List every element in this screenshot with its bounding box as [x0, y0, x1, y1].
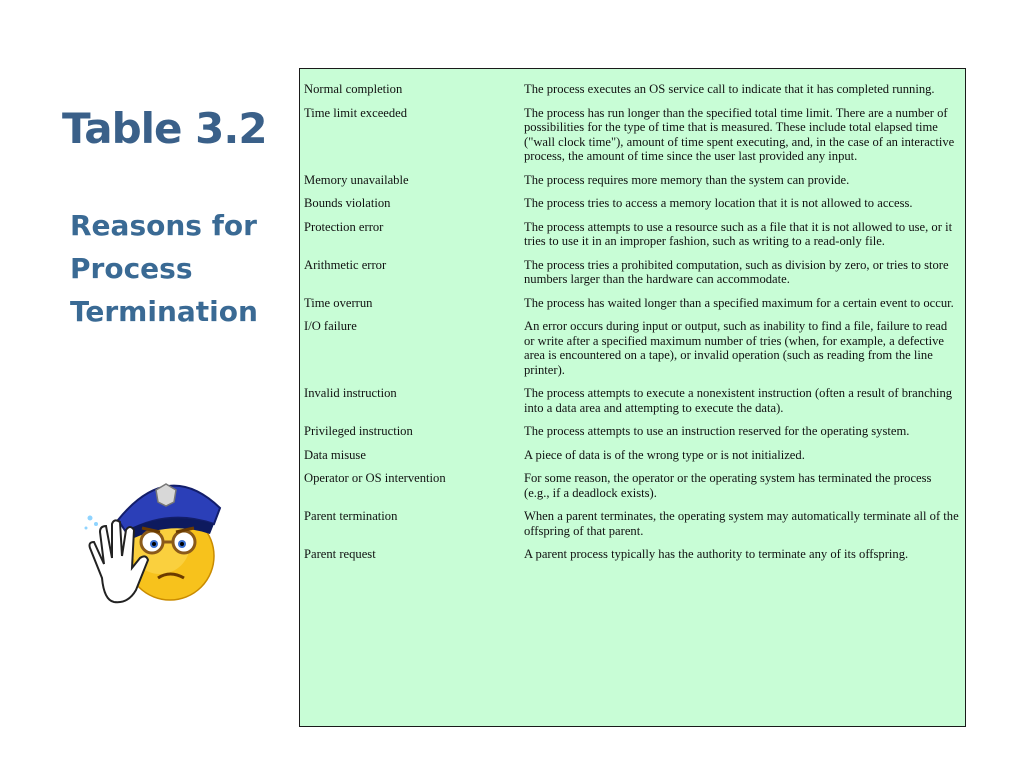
table-row — [304, 196, 961, 211]
termination-reasons-table — [299, 68, 966, 727]
description-cell: The process requires more memory than the system can provide. — [524, 172, 850, 187]
description-cell: When a parent terminates, the operating system may automatically terminate all of the offspring of that parent. — [524, 509, 959, 538]
table-row — [304, 296, 961, 311]
reason-cell: Time limit exceeded — [304, 105, 408, 120]
slide-subtitle — [70, 204, 270, 333]
reason-cell: Parent request — [304, 547, 376, 561]
description-cell: The process attempts to use an instruction reserved for the operating system. — [524, 424, 910, 438]
description-cell: A piece of data is of the wrong type or is not initialized. — [524, 447, 805, 462]
subtitle-line: Process — [70, 252, 193, 285]
table-row — [304, 509, 961, 538]
description-cell: The process tries a prohibited computation, such as division by zero, or tries to store numbers larger than the hardware can accommodate. — [524, 257, 949, 286]
reason-cell: Bounds violation — [304, 196, 391, 210]
description-cell: An error occurs during input or output, such as inability to find a file, failure to read or write after a specified maximum number of tries (when, for example, a defective area is encountered on a tape), or invalid operation (such as reading from the line printer). — [524, 319, 948, 377]
reason-cell: Normal completion — [304, 82, 403, 96]
description-cell: The process tries to access a memory location that it is not allowed to access. — [524, 196, 913, 210]
table-row — [304, 258, 961, 287]
description-cell: The process attempts to execute a nonexistent instruction (often a result of branching into a data area and attempting to execute the data). — [524, 386, 953, 415]
description-cell: The process has waited longer than a specified maximum for a certain event to occur. — [524, 295, 954, 310]
description-cell: The process has run longer than the specified total time limit. There are a number of possibilities for the type of time that is measured. These include total elapsed time ("wall clock time"), amount of time spent executing, and, in the case of an interactive process, the amount of time since the user last provided any input. — [524, 105, 955, 163]
reason-cell: Protection error — [304, 219, 384, 234]
description-cell: For some reason, the operator or the operating system has terminated the process (e.g., if a deadlock exists). — [524, 471, 932, 500]
description-cell: A parent process typically has the authority to terminate any of its offspring. — [524, 547, 909, 561]
reason-cell: Operator or OS intervention — [304, 471, 446, 485]
table-row — [304, 547, 961, 562]
reason-cell: Privileged instruction — [304, 424, 413, 438]
reason-cell: Data misuse — [304, 447, 366, 462]
police-stop-emoji-icon — [80, 468, 225, 608]
reason-cell: Invalid instruction — [304, 386, 397, 400]
table-row — [304, 82, 961, 97]
subtitle-line: Reasons for — [70, 209, 257, 242]
reason-cell: Parent termination — [304, 509, 398, 523]
table-row — [304, 448, 961, 463]
table-row — [304, 319, 961, 377]
subtitle-line: Termination — [70, 295, 258, 328]
table-row — [304, 471, 961, 500]
reason-cell: I/O failure — [304, 319, 357, 333]
reason-cell: Memory unavailable — [304, 172, 409, 187]
reason-cell: Arithmetic error — [304, 257, 387, 272]
description-cell: The process executes an OS service call to indicate that it has completed running. — [524, 82, 935, 96]
table-row — [304, 220, 961, 249]
table-row — [304, 424, 961, 439]
description-cell: The process attempts to use a resource such as a file that it is not allowed to use, or it tries to use it in an improper fashion, such as writing to a read-only file. — [524, 219, 953, 248]
slide-title: Table 3.2 — [62, 104, 267, 153]
table-row — [304, 386, 961, 415]
table-row — [304, 173, 961, 188]
table-row — [304, 106, 961, 164]
reason-cell: Time overrun — [304, 295, 373, 310]
